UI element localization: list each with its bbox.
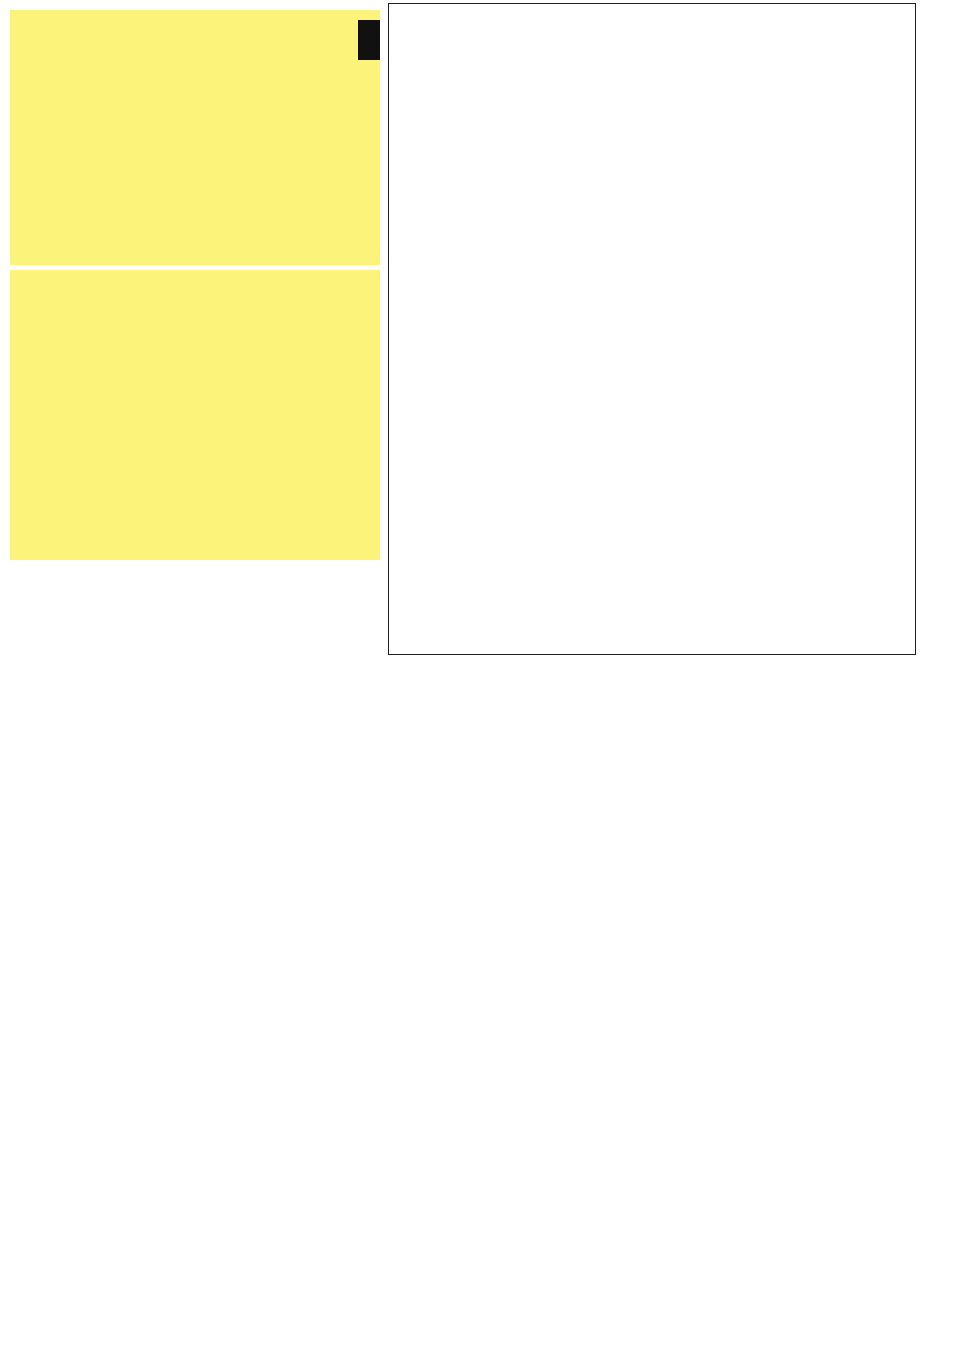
basic-listing-right [10,10,380,265]
listing-cursor-block [358,20,380,60]
system-variables-table [388,3,916,655]
basic-listing-left [10,270,380,560]
